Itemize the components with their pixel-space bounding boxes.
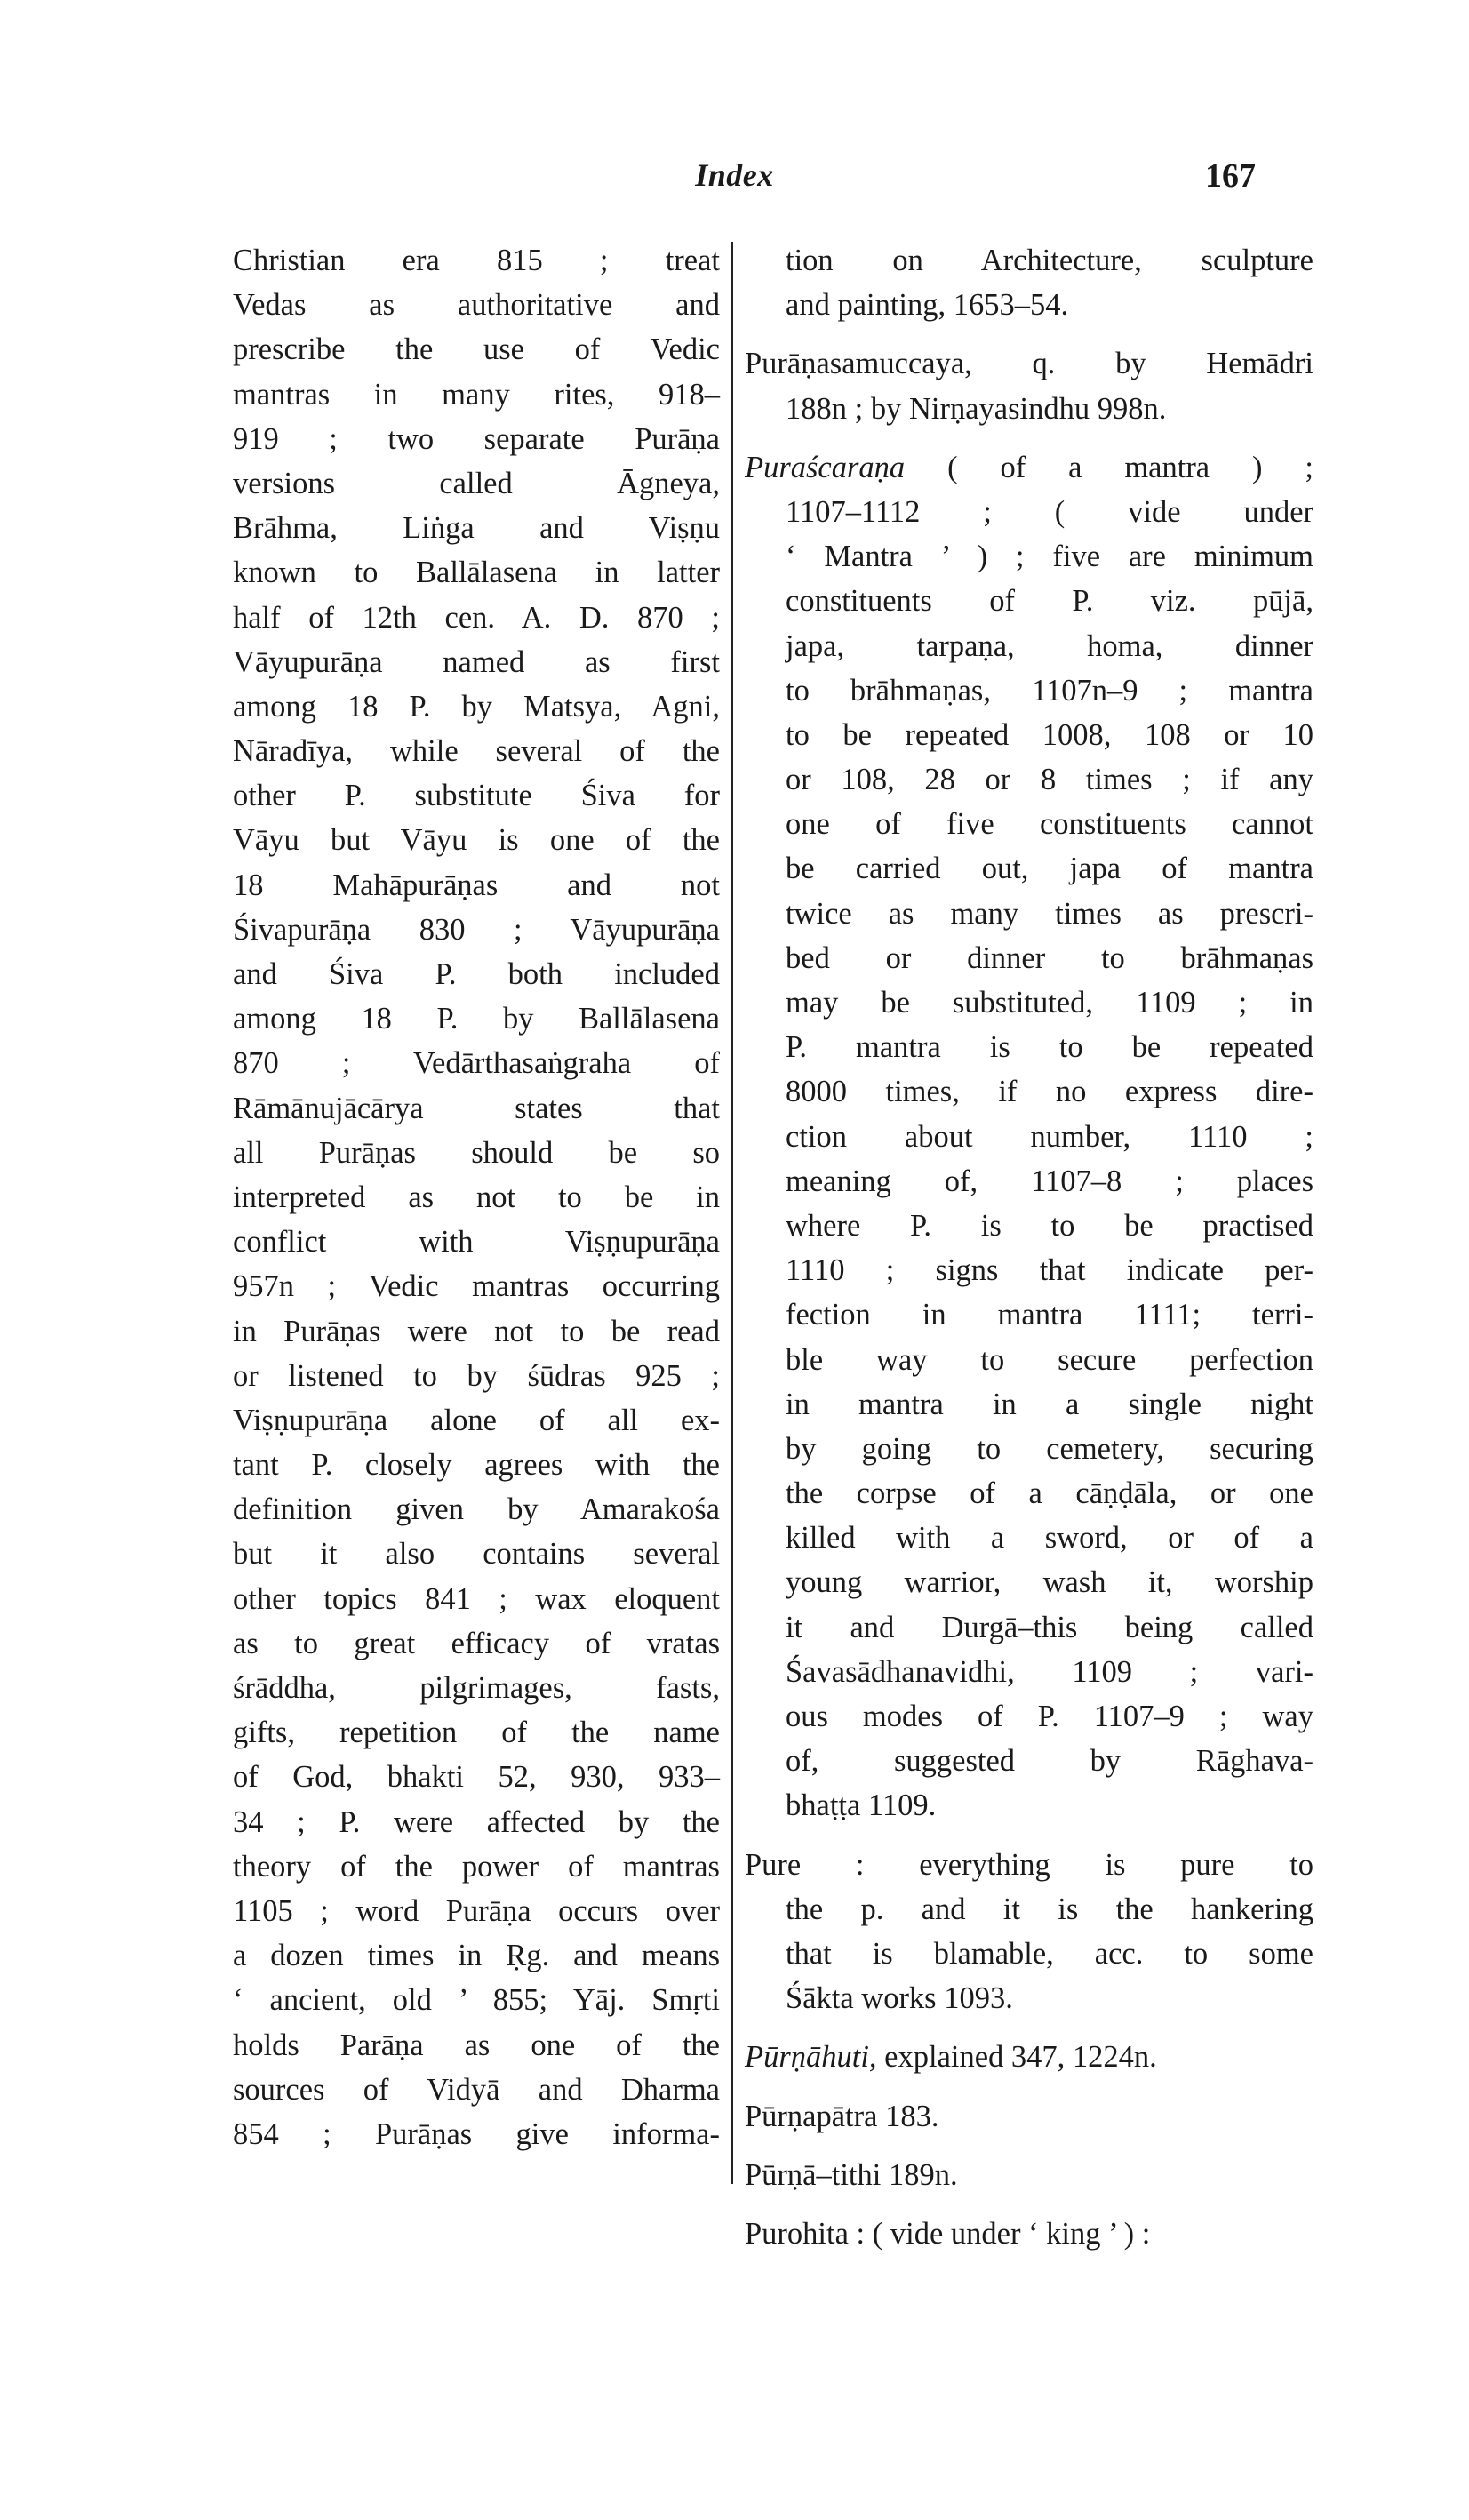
- entry-line: the p. and it is the hankering: [786, 1892, 1313, 1926]
- left-line: Vedas as authoritative and: [233, 288, 720, 323]
- entry-line: japa, tarpaṇa, homa, dinner: [786, 628, 1313, 663]
- left-line: a dozen times in Ṛg. and means: [233, 1939, 720, 1973]
- entry-headword: Pūrṇāhuti,: [745, 2040, 877, 2075]
- left-line: Rāmānujācārya states that: [233, 1091, 720, 1125]
- entry-line: 8000 times, if no express dire-: [786, 1075, 1313, 1109]
- entry-line: of, suggested by Rāghava-: [786, 1744, 1313, 1779]
- left-line: versions called Āgneya,: [233, 466, 720, 500]
- left-line: 1105 ; word Purāṇa occurs over: [233, 1893, 720, 1928]
- entry-line: bhaṭṭa 1109.: [786, 1788, 937, 1823]
- entry-line: it and Durgā–this being called: [786, 1610, 1313, 1644]
- page-number: 167: [1205, 157, 1256, 195]
- left-line: 870 ; Vedārthasaṅgraha of: [233, 1046, 720, 1081]
- index-entry-pure: Pure : everything is pure to: [745, 1847, 1313, 1882]
- left-line: other P. substitute Śiva for: [233, 779, 720, 813]
- left-line: sources of Vidyā and Dharma: [233, 2072, 720, 2107]
- entry-line: young warrior, wash it, worship: [786, 1565, 1313, 1600]
- entry-line: ‘ Mantra ’ ) ; five are minimum: [786, 540, 1313, 574]
- index-entry-purnatithi: Pūrṇā–tithi 189n.: [745, 2157, 958, 2192]
- left-line: among 18 P. by Matsya, Agni,: [233, 689, 720, 724]
- entry-line: meaning of, 1107–8 ; places: [786, 1164, 1313, 1198]
- entry-line: 1107–1112 ; ( vide under: [786, 494, 1313, 529]
- left-line: Christian era 815 ; treat: [233, 244, 720, 277]
- left-line: as to great efficacy of vratas: [233, 1626, 720, 1660]
- entry-line: 1110 ; signs that indicate per-: [786, 1253, 1313, 1288]
- entry-line: fection in mantra 1111; terri-: [786, 1298, 1313, 1332]
- left-line: in Purāṇas were not to be read: [233, 1314, 720, 1348]
- left-line: 34 ; P. were affected by the: [233, 1804, 720, 1839]
- entry-text: explained 347, 1224n.: [876, 2040, 1157, 2075]
- entry-line: constituents of P. viz. pūjā,: [786, 584, 1313, 619]
- left-line: known to Ballālasena in latter: [233, 556, 720, 590]
- left-column: [233, 238, 720, 2156]
- index-entry-purnahuti: [745, 2035, 1313, 2079]
- entry-line: Śākta works 1093.: [786, 1981, 1013, 2016]
- right-column: [745, 238, 1313, 2256]
- left-line: definition given by Amarakośa: [233, 1492, 720, 1527]
- entry-line: Śavasādhanavidhi, 1109 ; vari-: [786, 1654, 1313, 1689]
- left-line: of God, bhakti 52, 930, 933–: [233, 1760, 720, 1795]
- left-line: Brāhma, Liṅga and Viṣṇu: [233, 511, 720, 546]
- left-line: gifts, repetition of the name: [233, 1716, 720, 1750]
- entry-line: or 108, 28 or 8 times ; if any: [786, 763, 1313, 797]
- left-line: tant P. closely agrees with the: [233, 1448, 720, 1483]
- entry-line: ble way to secure perfection: [786, 1342, 1313, 1377]
- left-line: ‘ ancient, old ’ 855; Yāj. Smṛti: [233, 1983, 720, 2018]
- entry-line: by going to cemetery, securing: [786, 1431, 1313, 1466]
- left-line: Vāyu but Vāyu is one of the: [233, 823, 720, 858]
- left-line: or listened to by śūdras 925 ;: [233, 1358, 720, 1393]
- left-line: all Purāṇas should be so: [233, 1135, 720, 1170]
- left-line: śrāddha, pilgrimages, fasts,: [233, 1671, 720, 1705]
- column-divider: [731, 242, 733, 2184]
- left-line: Śivapurāṇa 830 ; Vāyupurāṇa: [233, 912, 720, 947]
- index-entry-purana-samuccaya: Purāṇasamuccaya, q. by Hemādri: [745, 347, 1313, 381]
- left-line: Viṣṇupurāṇa alone of all ex-: [233, 1403, 720, 1437]
- entry-continuation-line: 188n ; by Nirṇayasindhu 998n.: [786, 391, 1167, 426]
- index-entry-purnapatra: Pūrṇapātra 183.: [745, 2099, 939, 2133]
- entry-line: the corpse of a cāṇḍāla, or one: [786, 1476, 1313, 1511]
- running-title: Index: [695, 157, 774, 193]
- left-line: half of 12th cen. A. D. 870 ;: [233, 600, 720, 635]
- entry-line: P. mantra is to be repeated: [786, 1030, 1313, 1065]
- entry-headword: Puraścaraṇa: [745, 450, 906, 484]
- entry-line: to brāhmaṇas, 1107n–9 ; mantra: [786, 673, 1313, 708]
- left-line: theory of the power of mantras: [233, 1849, 720, 1884]
- left-line: 18 Mahāpurāṇas and not: [233, 868, 720, 902]
- index-entry-purohita: Purohita : ( vide under ‘ king ’ ) :: [745, 2216, 1151, 2251]
- left-line: 854 ; Purāṇas give informa-: [233, 2116, 720, 2151]
- entry-line: in mantra in a single night: [786, 1387, 1313, 1421]
- left-line: among 18 P. by Ballālasena: [233, 1002, 720, 1036]
- entry-line: twice as many times as prescri-: [786, 896, 1313, 931]
- entry-line: be carried out, japa of mantra: [786, 852, 1313, 886]
- left-line: and Śiva P. both included: [233, 957, 720, 991]
- entry-continuation-line: and painting, 1653–54.: [786, 288, 1069, 323]
- left-line: but it also contains several: [233, 1537, 720, 1572]
- left-line: conflict with Viṣṇupurāṇa: [233, 1225, 720, 1260]
- entry-line: may be substituted, 1109 ; in: [786, 986, 1313, 1020]
- entry-line: that is blamable, acc. to some: [786, 1936, 1313, 1971]
- left-line: 919 ; two separate Purāṇa: [233, 421, 720, 456]
- left-line: prescribe the use of Vedic: [233, 332, 720, 367]
- entry-line: one of five constituents cannot: [786, 807, 1313, 842]
- left-line: Nāradīya, while several of the: [233, 734, 720, 769]
- entry-line: bed or dinner to brāhmaṇas: [786, 940, 1313, 975]
- entry-line: where P. is to be practised: [786, 1208, 1313, 1243]
- left-line: mantras in many rites, 918–: [233, 377, 720, 412]
- left-line: interpreted as not to be in: [233, 1180, 720, 1214]
- entry-text: ( of a mantra ) ;: [947, 450, 1313, 484]
- index-entry-purascarana: [745, 445, 1313, 490]
- entry-continuation-line: tion on Architecture, sculpture: [786, 244, 1313, 277]
- entry-line: killed with a sword, or of a: [786, 1521, 1313, 1556]
- entry-line: ous modes of P. 1107–9 ; way: [786, 1700, 1313, 1733]
- entry-line: ction about number, 1110 ;: [786, 1119, 1313, 1154]
- entry-line: to be repeated 1008, 108 or 10: [786, 717, 1313, 752]
- left-line: holds Parāṇa as one of the: [233, 2028, 720, 2062]
- left-line: other topics 841 ; wax eloquent: [233, 1581, 720, 1616]
- left-line: Vāyupurāṇa named as first: [233, 644, 720, 679]
- left-line: 957n ; Vedic mantras occurring: [233, 1269, 720, 1304]
